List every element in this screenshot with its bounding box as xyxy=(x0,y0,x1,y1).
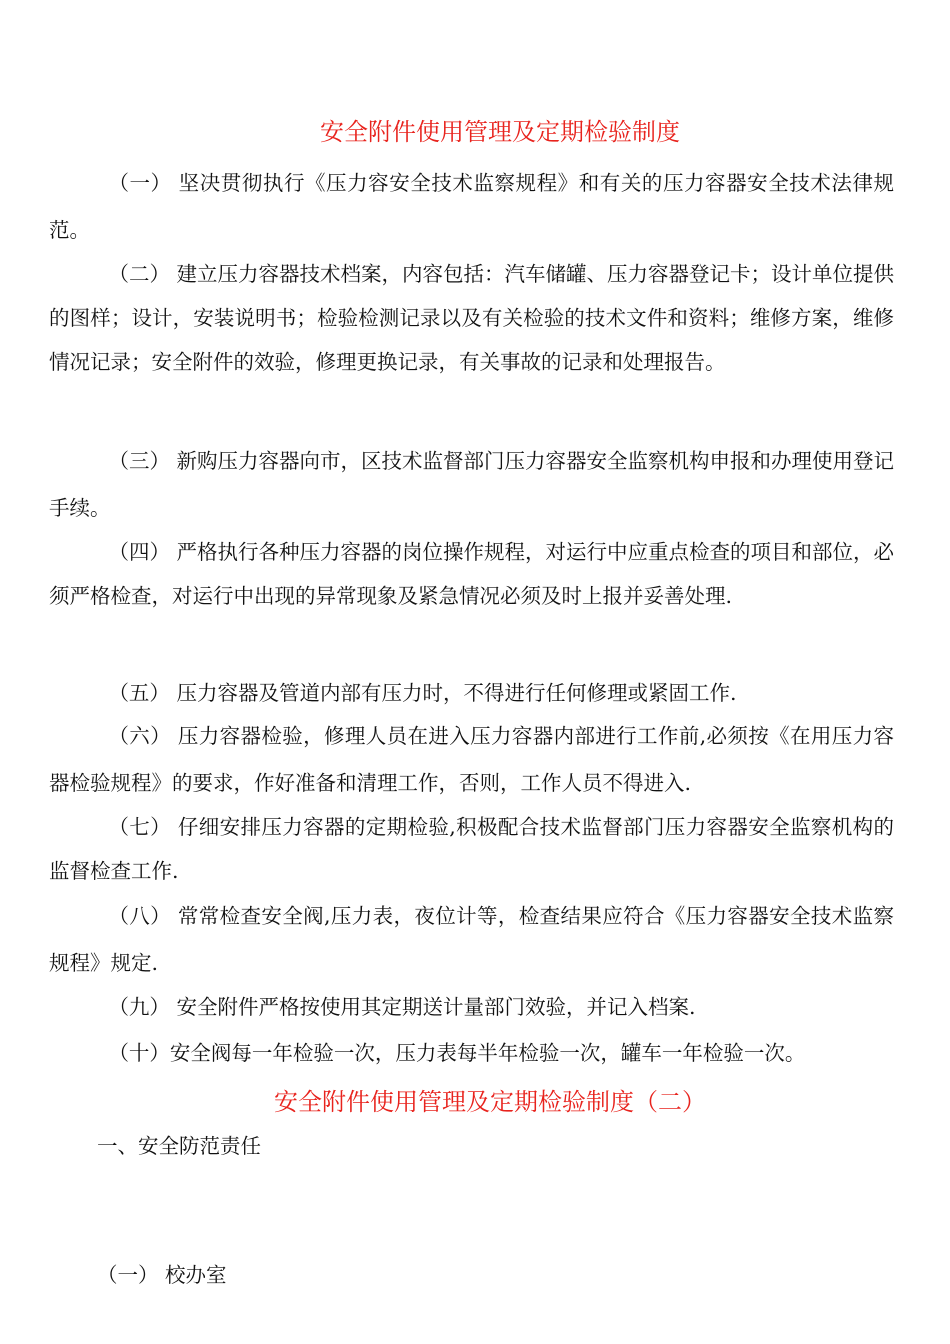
paragraph-5: （五） 压力容器及管道内部有压力时，不得进行任何修理或紧固工作. xyxy=(108,681,737,705)
subsection-heading: （一） 校办室 xyxy=(97,1263,227,1287)
paragraph-7: （七） 仔细安排压力容器的定期检验,积极配合技术监督部门压力容器安全监察机构的监督检查工作. xyxy=(49,815,894,883)
paragraph-9: （九） 安全附件严格按使用其定期送计量部门效验，并记入档案. xyxy=(108,995,696,1019)
document-title-2: 安全附件使用管理及定期检验制度（二） xyxy=(274,1088,706,1116)
paragraph-1: （一） 坚决贯彻执行《压力容安全技术监察规程》和有关的压力容器安全技术法律规范。 xyxy=(49,171,894,242)
paragraph-2: （二） 建立压力容器技术档案，内容包括：汽车储罐、压力容器登记卡；设计单位提供的图样；设计，安装说明书；检验检测记录以及有关检验的技术文件和资料；维修方案，维修情况记录；安全附件的效验，修理更换记录，有关事故的记录和处理报告。 xyxy=(49,262,894,374)
paragraph-6: （六） 压力容器检验，修理人员在进入压力容器内部进行工作前,必须按《在用压力容器检验规程》的要求，作好准备和清理工作，否则，工作人员不得进入. xyxy=(49,724,894,795)
paragraph-8: （八） 常常检查安全阀,压力表，夜位计等，检查结果应符合《压力容器安全技术监察规程》规定. xyxy=(49,904,894,975)
paragraph-4: （四） 严格执行各种压力容器的岗位操作规程，对运行中应重点检查的项目和部位，必须严格检查，对运行中出现的异常现象及紧急情况必须及时上报并妥善处理. xyxy=(49,540,894,608)
paragraph-10: （十）安全阀每一年检验一次，压力表每半年检验一次，罐车一年检验一次。 xyxy=(108,1041,806,1065)
document-title: 安全附件使用管理及定期检验制度 xyxy=(320,118,680,146)
section-heading: 一、安全防范责任 xyxy=(97,1134,261,1158)
paragraph-3: （三） 新购压力容器向市，区技术监督部门压力容器安全监察机构申报和办理使用登记手续。 xyxy=(49,449,894,520)
